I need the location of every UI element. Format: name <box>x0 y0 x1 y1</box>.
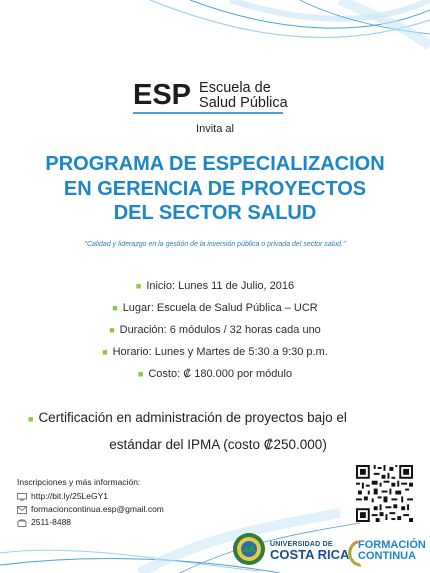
logo-abbreviation: ESP <box>133 79 192 111</box>
title-line2: EN GERENCIA DE PROYECTOS <box>63 177 367 200</box>
certification-line1: Certificación en administración de proyectos bajo el <box>38 410 347 425</box>
tagline: "Calidad y liderazgo en la gestión de la inversión pública o privada del sector salud." <box>84 241 346 248</box>
details-list <box>0 275 430 385</box>
program-title <box>0 152 430 226</box>
title-line1: PROGRAMA DE ESPECIALIZACION <box>45 153 385 175</box>
ucr-small-text: UNIVERSIDAD DE <box>270 541 333 548</box>
certification-line2: estándar del IPMA (costo ₡250.000) <box>109 437 327 452</box>
ucr-wordmark <box>270 541 349 561</box>
bullet-icon: ■ <box>28 414 34 424</box>
contact-web-link[interactable]: http://bit.ly/25LeGY1 <box>31 491 109 501</box>
logo-name-line1: Escuela de <box>199 80 271 96</box>
monitor-icon <box>17 493 27 501</box>
fc-line1: FORMACIÓN <box>358 539 426 551</box>
envelope-icon <box>17 506 27 514</box>
detail-duration: ■ Duración: 6 módulos / 32 horas cada uno <box>109 324 321 336</box>
detail-schedule: ■ Horario: Lunes y Martes de 5:30 a 9:30 p.m. <box>102 346 328 358</box>
logo-name-line2: Salud Pública <box>199 95 288 111</box>
contact-phone <box>17 516 164 529</box>
logo-name <box>199 80 288 111</box>
formacion-continua-wordmark <box>358 540 426 562</box>
qr-code[interactable] <box>356 465 413 522</box>
phone-icon <box>17 519 27 527</box>
esp-logo <box>133 80 288 111</box>
logo-underline <box>133 112 283 114</box>
detail-location: ■ Lugar: Escuela de Salud Pública – UCR <box>112 302 318 314</box>
contact-title: Inscripciones y más información: <box>17 477 141 487</box>
invite-text: Invita al <box>196 123 234 135</box>
bullet-icon: ■ <box>109 325 115 335</box>
bullet-icon: ■ <box>135 281 142 291</box>
bullet-icon: ■ <box>112 303 118 313</box>
bullet-icon: ■ <box>137 369 144 379</box>
bullet-icon: ■ <box>102 347 108 357</box>
contact-web[interactable] <box>17 490 164 503</box>
ucr-seal-icon <box>232 532 266 566</box>
certification-text <box>28 405 408 458</box>
title-line3: DEL SECTOR SALUD <box>113 202 317 224</box>
contact-block <box>17 477 164 529</box>
ucr-big-text: COSTA RICA <box>270 547 350 562</box>
fc-line2: CONTINUA <box>358 550 417 562</box>
detail-cost: ■ Costo: ₡ 180.000 por módulo <box>137 368 293 380</box>
contact-email-link[interactable]: formacioncontinua.esp@gmail.com <box>31 504 164 514</box>
contact-phone-number: 2511-8488 <box>31 517 72 527</box>
detail-start: ■ Inicio: Lunes 11 de Julio, 2016 <box>135 280 295 292</box>
decorative-swoosh-top <box>0 0 430 80</box>
contact-email[interactable] <box>17 503 164 516</box>
